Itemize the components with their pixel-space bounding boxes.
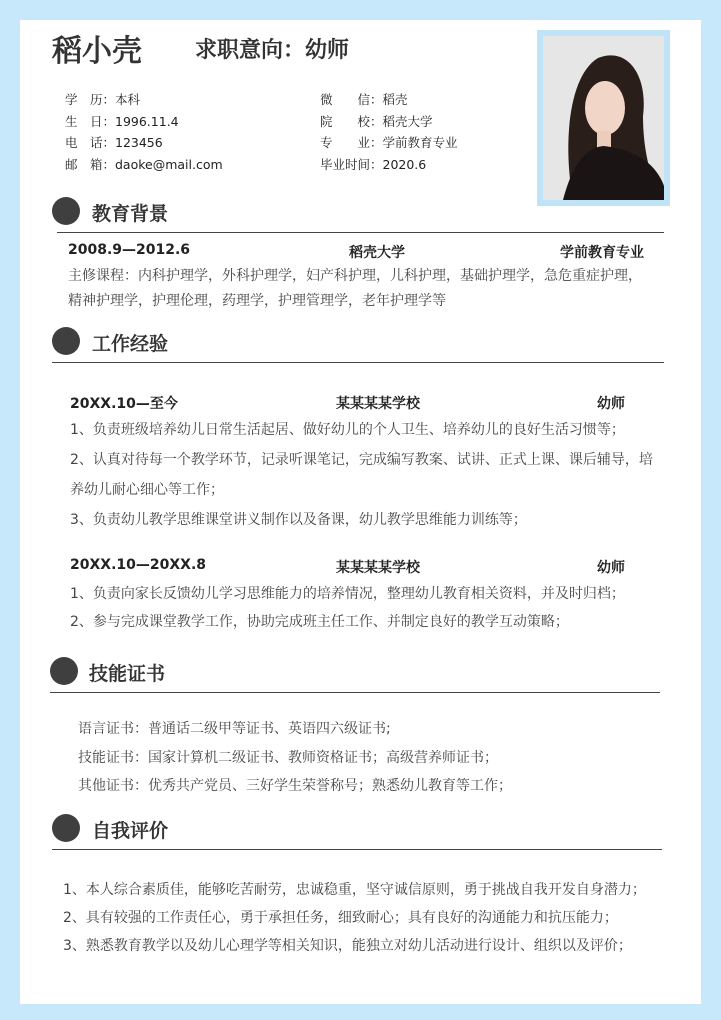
job-org: 某某某某学校 [336,560,420,576]
edu-major: 学前教育专业 [560,245,644,261]
section-title-self: 自我评价 [92,820,169,842]
divider [52,849,662,850]
skill-item: 其他证书：优秀共产党员、三好学生荣誉称号；熟悉幼儿教育等工作； [78,778,512,794]
skill-item: 语言证书：普通话二级甲等证书、英语四六级证书; [78,721,391,737]
info-education: 学 历：本科 [65,92,141,107]
divider [57,232,664,233]
info-birthday: 生 日：1996.11.4 [65,114,179,129]
job-role: 幼师 [597,396,625,412]
job-role: 幼师 [597,560,625,576]
info-school: 院 校：稻壳大学 [320,114,433,129]
job-duty: 1、负责向家长反馈幼儿学习思维能力的培养情况，整理幼儿教育相关资料，并及时归档； [70,586,625,602]
section-bullet-icon [50,657,78,685]
self-item: 3、熟悉教育教学以及幼儿心理学等相关知识，能独立对幼儿活动进行设计、组织以及评价； [63,938,632,954]
section-bullet-icon [52,814,80,842]
job-duty: 1、负责班级培养幼儿日常生活起居、做好幼儿的个人卫生、培养幼儿的良好生活习惯等； [70,422,625,438]
edu-courses: 精神护理学，护理伦理，药理学，护理管理学，老年护理学等 [68,293,446,309]
section-bullet-icon [52,197,80,225]
skill-item: 技能证书：国家计算机二级证书、教师资格证书；高级营养师证书； [78,750,498,766]
divider [50,692,660,693]
job-org: 某某某某学校 [336,396,420,412]
edu-courses: 主修课程：内科护理学，外科护理学，妇产科护理，儿科护理，基础护理学，急危重症护理， [68,268,642,284]
info-graduation: 毕业时间：2020.6 [320,157,427,172]
job-period: 20XX.10—20XX.8 [70,557,207,573]
job-period: 20XX.10—至今 [70,396,178,412]
section-title-skills: 技能证书 [89,663,166,685]
section-title-education: 教育背景 [92,203,169,225]
profile-photo [537,30,670,206]
candidate-name: 稻小壳 [52,34,142,69]
job-duty: 3、负责幼儿教学思维课堂讲义制作以及备课，幼儿教学思维能力训练等； [70,512,527,528]
edu-period: 2008.9—2012.6 [68,242,191,258]
divider [52,362,664,363]
job-duty: 养幼儿耐心细心等工作； [70,482,224,498]
info-wechat: 微 信：稻壳 [320,92,408,107]
self-item: 2、具有较强的工作责任心，勇于承担任务，细致耐心；具有良好的沟通能力和抗压能力； [63,910,618,926]
info-email: 邮 箱：daoke@mail.com [65,157,223,172]
job-duty: 2、认真对待每一个教学环节，记录听课笔记，完成编写教案、试讲、正式上课、课后辅导，培 [70,452,653,468]
job-duty: 2、参与完成课堂教学工作，协助完成班主任工作、并制定良好的教学互动策略； [70,614,569,630]
self-item: 1、本人综合素质佳，能够吃苦耐劳，忠诚稳重，坚守诚信原则，勇于挑战自我开发自身潜力； [63,882,646,898]
edu-school: 稻壳大学 [349,245,405,261]
job-intent: 求职意向：幼师 [195,38,350,63]
info-phone: 电 话：123456 [65,135,163,150]
section-bullet-icon [52,327,80,355]
section-title-work: 工作经验 [92,333,169,355]
info-major: 专 业：学前教育专业 [320,135,458,150]
